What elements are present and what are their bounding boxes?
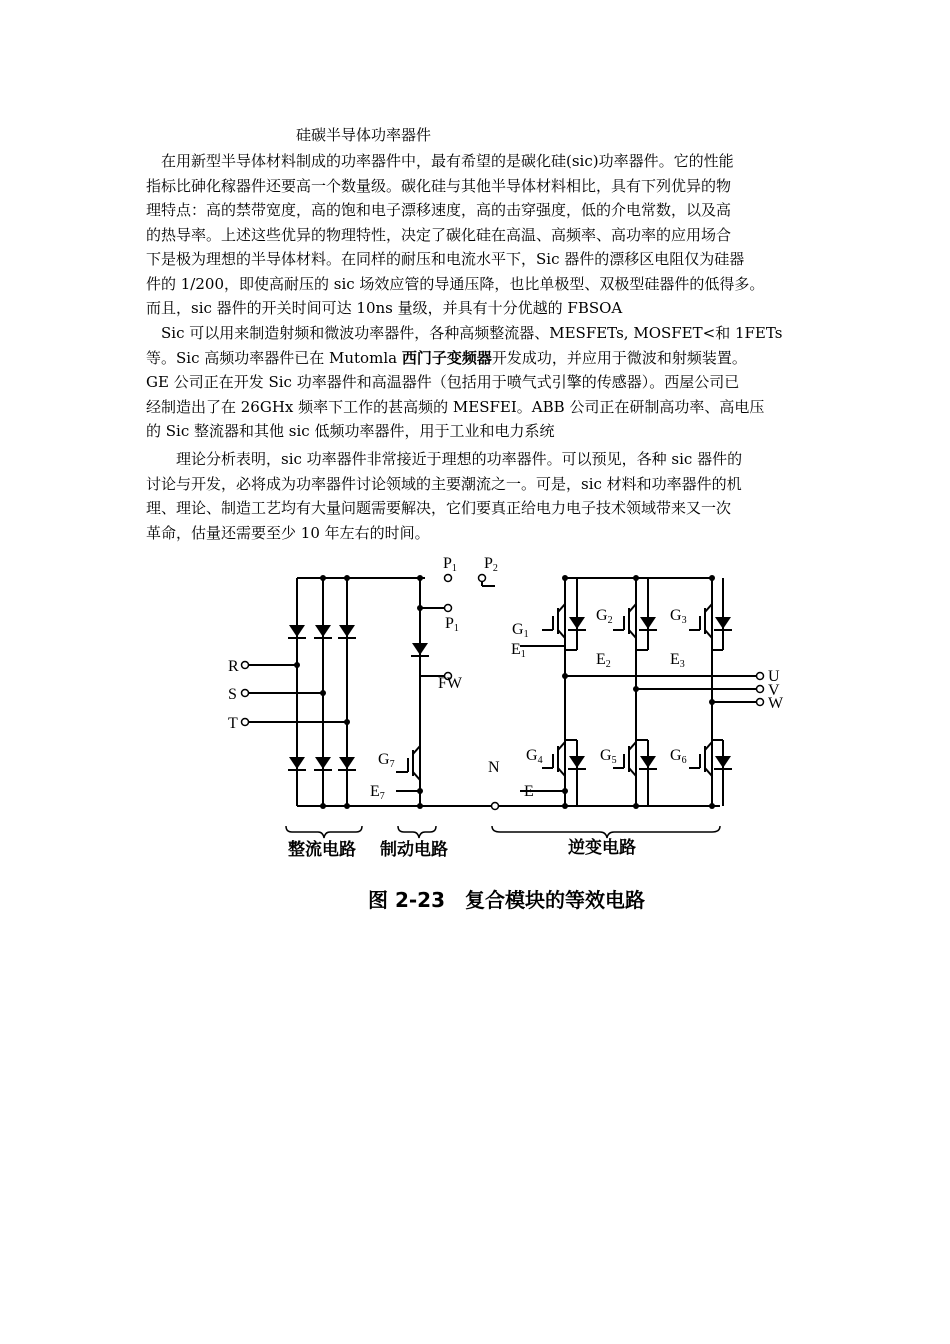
paragraph-line: 下是极为理想的半导体材料。在同样的耐压和电流水平下，Sic 器件的漂移区电阻仅为硅器 [146,250,745,268]
paragraph-line: 的 Sic 整流器和其他 sic 低频功率器件，用于工业和电力系统 [146,422,555,440]
gate-label-g2: G2 [596,607,613,626]
gate-label-g7: G7 [378,751,395,770]
gate-label-g5: G5 [600,747,617,766]
paragraph-line: 的热导率。上述这些优异的物理特性，决定了碳化硅在高温、高频率、高功率的应用场合 [146,225,732,244]
gate-label-g3: G3 [670,607,687,626]
text-run: 开发成功，并应用于微波和射频装置。 [491,348,747,367]
paragraph-line [146,346,826,371]
paragraph-2 [146,321,826,444]
output-label-w: W [768,695,784,712]
input-label-s: S [228,686,237,703]
junction-dots [294,575,715,809]
paragraph-line: 而且，sic 器件的开关时间可达 10ns 量级，并具有十分优越的 FBSOA [146,299,623,317]
gate-label-g4: G4 [526,747,543,766]
terminal-p2: P2 [484,555,498,574]
emitter-label-e7: E7 [370,783,385,802]
paragraph-line: GE 公司正在开发 Sic 功率器件和高温器件（包括用于喷气式引擎的传感器）。西屋公司已 [146,373,740,391]
paragraph-line: 理特点：高的禁带宽度，高的饱和电子漂移速度，高的击穿强度，低的介电常数，以及高 [146,201,732,219]
paragraph-line: 讨论与开发，必将成为功率器件讨论领域的主要潮流之一。可是，sic 材料和功率器件的机 [146,474,742,493]
text-run: 等。Sic 高频功率器件已在 Mutomla [146,348,402,367]
section-label-rectifier: 整流电路 [288,840,356,859]
paragraph-line: 革命，估量还需要至少 10 年左右的时间。 [146,523,430,542]
section-label-brake: 制动电路 [380,840,448,859]
paragraph-line: 指标比砷化稼器件还要高一个数量级。碳化硅与其他半导体材料相比，具有下列优异的物 [146,176,732,195]
paragraph-3 [146,447,826,545]
emitter-label-e: E [524,783,534,800]
paragraph-line: 经制造出了在 26GHx 频率下工作的甚高频的 MESFEI。ABB 公司正在研制高功率、高电压 [146,397,765,416]
figure-caption: 图 2-23 复合模块的等效电路 [368,888,646,912]
gate-label-g1: G1 [512,621,529,640]
emitter-label-e2: E2 [596,651,611,670]
terminal-p1-top: P1 [443,555,457,574]
circuit-diagram [220,550,784,920]
terminal-fw: FW [438,675,462,692]
section-labels [288,837,636,859]
paragraph-line: 理论分析表明，sic 功率器件非常接近于理想的功率器件。可以预见，各种 sic 器件的 [146,450,743,468]
terminal-n: N [488,759,500,776]
paragraph-line: 理、理论、制造工艺均有大量问题需要解决，它们要真正给电力电子技术领域带来又一次 [146,499,732,517]
paragraph-line: 件的 1/200，即使高耐压的 sic 场效应管的导通压降，也比单极型、双极型硅器件的低得多。 [146,274,765,293]
terminal-p1-mid: P1 [445,615,459,634]
document-title: 硅碳半导体功率器件 [296,126,432,144]
input-label-r: R [228,658,239,675]
diodes [288,617,732,770]
gate-label-g6: G6 [670,747,687,766]
output-label-u: U [768,668,780,685]
paragraph-line: 在用新型半导体材料制成的功率器件中，最有希望的是碳化硅(sic)功率器件。它的性能 [146,152,734,170]
section-braces [286,826,720,838]
input-label-t: T [228,715,238,732]
paragraph-1 [146,149,826,321]
paragraph-line: Sic 可以用来制造射频和微波功率器件，各种高频整流器、MESFETs, MOSFET<和 1FETs [146,324,783,342]
section-label-inverter: 逆变电路 [568,838,636,857]
emitter-label-e1: E1 [511,641,526,660]
emitter-label-e3: E3 [670,651,685,670]
bold-link-text: 西门子变频器 [401,348,492,367]
output-label-v: V [768,682,780,699]
